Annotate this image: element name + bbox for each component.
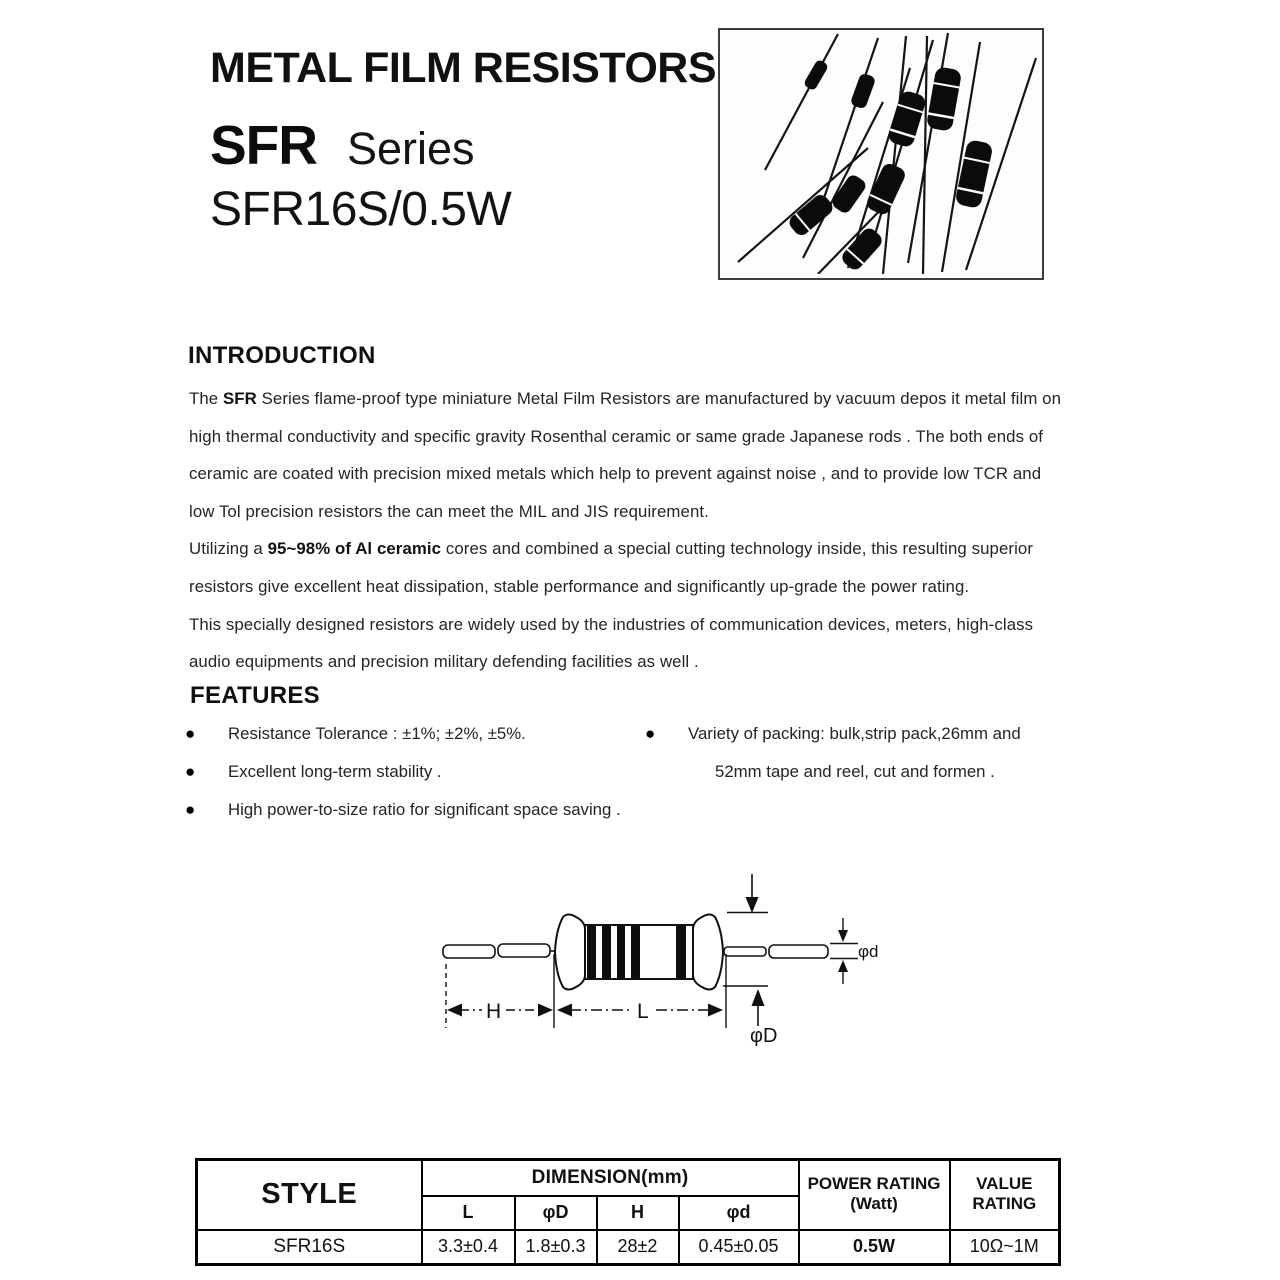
series-word: Series — [347, 123, 475, 174]
resistors-photo-art — [720, 30, 1038, 274]
bullet-icon: ● — [185, 762, 196, 781]
features-list-right — [645, 715, 1075, 791]
cell-style: SFR16S — [197, 1230, 422, 1265]
dim-L — [557, 1000, 723, 1023]
intro-line: Utilizing a 95~98% of Al ceramic cores and combined a special cutting technology inside, this resulting superior — [189, 539, 1034, 559]
col-header-style: STYLE — [197, 1160, 422, 1230]
cell-phiD: 1.8±0.3 — [515, 1230, 597, 1265]
introduction-paragraph — [189, 380, 1109, 681]
intro-line: low Tol precision resistors the can meet the MIL and JIS requirement. — [189, 501, 709, 521]
label-L: L — [637, 1000, 649, 1023]
resistor-dimension-diagram — [430, 868, 890, 1068]
intro-line: ceramic are coated with precision mixed metals which help to prevent against noise , and to provide low TCR and — [189, 464, 1042, 484]
col-header-power — [799, 1160, 950, 1230]
page-title: METAL FILM RESISTORS — [210, 44, 717, 92]
label-H: H — [486, 1000, 502, 1023]
power-header-line1: POWER RATING — [807, 1174, 941, 1194]
top-reference-arrow — [727, 874, 768, 913]
cell-phid: 0.45±0.05 — [679, 1230, 799, 1265]
feature-item — [185, 753, 635, 791]
resistor-bodies — [786, 59, 993, 273]
intro-line: resistors give excellent heat dissipation, stable performance and significantly up-grade the power rating. — [189, 576, 970, 596]
resistors-photo — [718, 28, 1044, 280]
feature-text: High power-to-size ratio for significant space saving . — [228, 800, 621, 819]
bullet-icon: ● — [185, 724, 196, 743]
cell-L: 3.3±0.4 — [422, 1230, 515, 1265]
spec-table — [195, 1158, 1061, 1266]
bullet-icon: ● — [185, 800, 196, 819]
col-header-phiD: φD — [515, 1196, 597, 1230]
feature-text: Variety of packing: bulk,strip pack,26mm and — [688, 724, 1021, 743]
features-list-left — [185, 715, 635, 829]
col-header-value — [950, 1160, 1060, 1230]
cell-value: 10Ω~1M — [950, 1230, 1060, 1265]
dim-phid — [830, 918, 878, 984]
features-heading: FEATURES — [190, 682, 320, 709]
col-header-H: H — [597, 1196, 679, 1230]
feature-text: 52mm tape and reel, cut and formen . — [715, 762, 995, 781]
table-row — [197, 1230, 1060, 1265]
col-header-dimension: DIMENSION(mm) — [422, 1160, 799, 1196]
introduction-heading: INTRODUCTION — [188, 342, 376, 369]
bullet-icon: ● — [645, 724, 656, 743]
intro-line: high thermal conductivity and specific gravity Rosenthal ceramic or same grade Japanese rods . The both ends of — [189, 426, 1044, 446]
dim-phiD — [723, 986, 777, 1047]
power-header-line2: (Watt) — [850, 1194, 898, 1214]
col-header-L: L — [422, 1196, 515, 1230]
dim-H — [447, 1000, 553, 1023]
series-name: SFR — [210, 114, 317, 176]
feature-item — [645, 753, 1075, 791]
cell-H: 28±2 — [597, 1230, 679, 1265]
intro-line: The SFR Series flame-proof type miniature Metal Film Resistors are manufactured by vacuum depos it metal film on — [189, 389, 1062, 408]
intro-line: This specially designed resistors are widely used by the industries of communication devices, meters, high-class — [189, 614, 1034, 634]
feature-text: Excellent long-term stability . — [228, 762, 442, 781]
feature-item — [185, 715, 635, 753]
dimension-diagram-art — [430, 868, 890, 1068]
intro-line: audio equipments and precision military defending facilities as well . — [189, 652, 699, 672]
series-title — [210, 114, 475, 176]
feature-text: Resistance Tolerance : ±1%; ±2%, ±5%. — [228, 724, 526, 743]
cell-power: 0.5W — [799, 1230, 950, 1265]
label-phid: φd — [858, 942, 879, 961]
model-number: SFR16S/0.5W — [210, 183, 512, 236]
feature-item — [185, 791, 635, 829]
label-phiD: φD — [750, 1025, 778, 1047]
feature-item — [645, 715, 1075, 753]
value-header-line1: VALUE — [976, 1174, 1033, 1194]
value-header-line2: RATING — [972, 1194, 1037, 1214]
col-header-phid: φd — [679, 1196, 799, 1230]
